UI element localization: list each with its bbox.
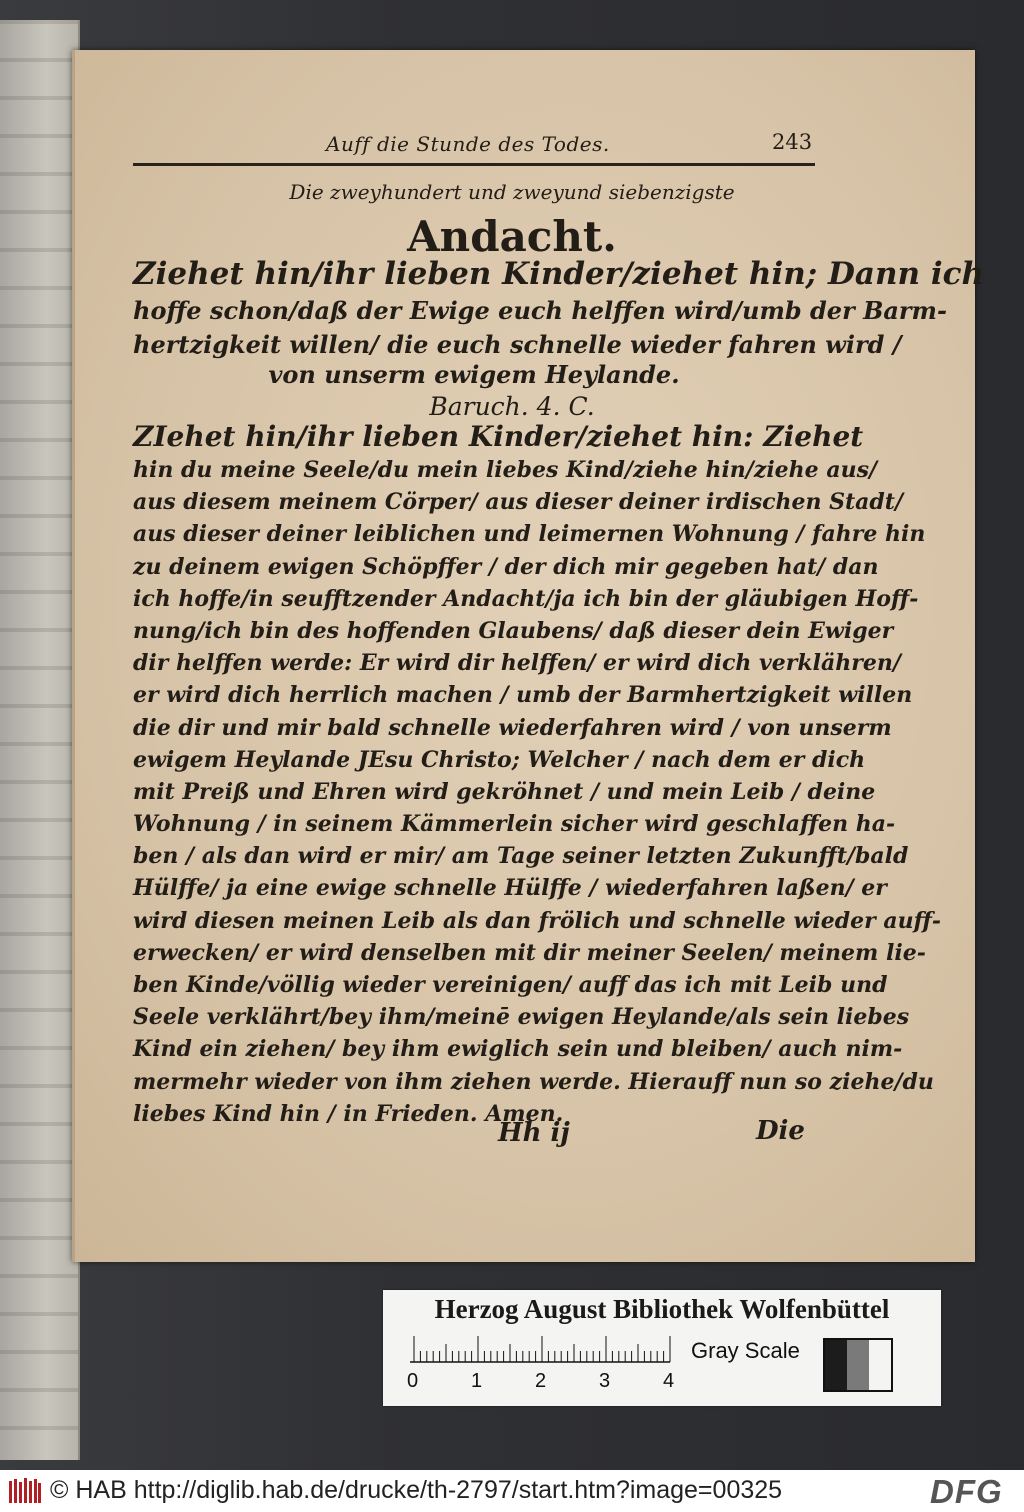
verse-line: hertzigkeit willen/ die euch schnelle wieder fahren wird / [133, 330, 902, 359]
body-line: mermehr wieder von ihm ziehen werde. Hierauff nun so ziehe/du [133, 1068, 934, 1095]
body-text [133, 420, 941, 1130]
scale-ruler [410, 1332, 670, 1368]
body-line: aus diesem meinem Cörper/ aus dieser deiner irdischen Stadt/ [133, 489, 903, 516]
dfg-logo: DFG [930, 1473, 1003, 1510]
devotion-heading: Andacht. [407, 212, 617, 261]
library-name: Herzog August Bibliothek Wolfenbüttel [434, 1294, 890, 1324]
body-line: dir helffen werde: Er wird dir helffen/ er wird dich verklähren/ [133, 650, 901, 677]
running-head: Auff die Stunde des Todes. [326, 132, 610, 156]
verse-line: Ziehet hin/ihr lieben Kinder/ziehet hin; Dann ich [133, 256, 985, 292]
signature-mark: Hh ij [498, 1118, 570, 1148]
ruler-label: 1 [471, 1370, 483, 1392]
grayscale-label: Gray Scale [691, 1338, 800, 1363]
body-line: ben / als dan wird er mir/ am Tage seiner letzten Zukunfft/bald [133, 843, 909, 870]
ruler-label: 2 [535, 1370, 547, 1392]
body-line: nung/ich bin des hoffenden Glaubens/ daß dieser dein Ewiger [133, 617, 894, 644]
body-line: ewigem Heylande JEsu Christo; Welcher / nach dem er dich [133, 746, 866, 773]
swatch-white [869, 1340, 891, 1390]
body-line: Wohnung / in seinem Kämmerlein sicher wird geschlaffen ha- [133, 811, 896, 838]
body-line: mit Preiß und Ehren wird gekröhnet / und mein Leib / deine [133, 778, 876, 805]
header-rule [133, 163, 815, 166]
body-line: erwecken/ er wird denselben mit dir meiner Seelen/ meinem lie- [133, 939, 926, 966]
body-line: ben Kinde/völlig wieder vereinigen/ auff das ich mit Leib und [133, 972, 888, 998]
grayscale-swatch [823, 1338, 893, 1392]
swatch-black [825, 1340, 847, 1390]
page-number: 243 [772, 130, 813, 154]
catchword: Die [756, 1116, 805, 1146]
body-line: die dir und mir bald schnelle wiederfahren wird / von unserm [133, 714, 892, 741]
body-line: ich hoffe/in seufftzender Andacht/ja ich bin der gläubigen Hoff- [133, 585, 919, 612]
body-line: Seele verklährt/bey ihm/meinē ewigen Heylande/als sein liebes [133, 1004, 910, 1031]
swatch-gray [847, 1340, 869, 1390]
ruler-label: 0 [407, 1370, 419, 1392]
ruler-label: 3 [599, 1370, 611, 1392]
verse-line: von unserm ewigem Heylande. [268, 360, 680, 389]
verse-line: hoffe schon/daß der Ewige euch helffen wird/umb der Barm- [133, 296, 947, 325]
body-line: er wird dich herrlich machen / umb der Barmhertzigkeit willen [133, 682, 913, 709]
body-line: aus dieser deiner leiblichen und leimernen Wohnung / fahre hin [133, 521, 926, 548]
hab-logo-icon [8, 1477, 42, 1505]
body-line: ZIehet hin/ihr lieben Kinder/ziehet hin: Ziehet [133, 420, 864, 453]
scripture-citation: Baruch. 4. C. [429, 392, 595, 421]
footer-bar [0, 1470, 1024, 1512]
library-color-card [383, 1290, 941, 1406]
body-line: wird diesen meinen Leib als dan frölich und schnelle wieder auff- [133, 907, 941, 934]
body-line: zu deinem ewigen Schöpffer / der dich mir gegeben hat/ dan [133, 553, 879, 580]
body-line: liebes Kind hin / in Frieden. Amen. [133, 1100, 564, 1127]
devotion-subtitle: Die zweyhundert und zweyund siebenzigste [289, 180, 735, 204]
copyright-link[interactable]: © HAB http://diglib.hab.de/drucke/th-2797/start.htm?image=00325 [50, 1476, 783, 1504]
body-line: Hülffe/ ja eine ewige schnelle Hülffe / wiederfahren laßen/ er [133, 875, 887, 902]
body-line: hin du meine Seele/du mein liebes Kind/ziehe hin/ziehe aus/ [133, 457, 878, 483]
ruler-label: 4 [663, 1370, 675, 1392]
body-line: Kind ein ziehen/ bey ihm ewiglich sein und bleiben/ auch nim- [133, 1036, 903, 1063]
